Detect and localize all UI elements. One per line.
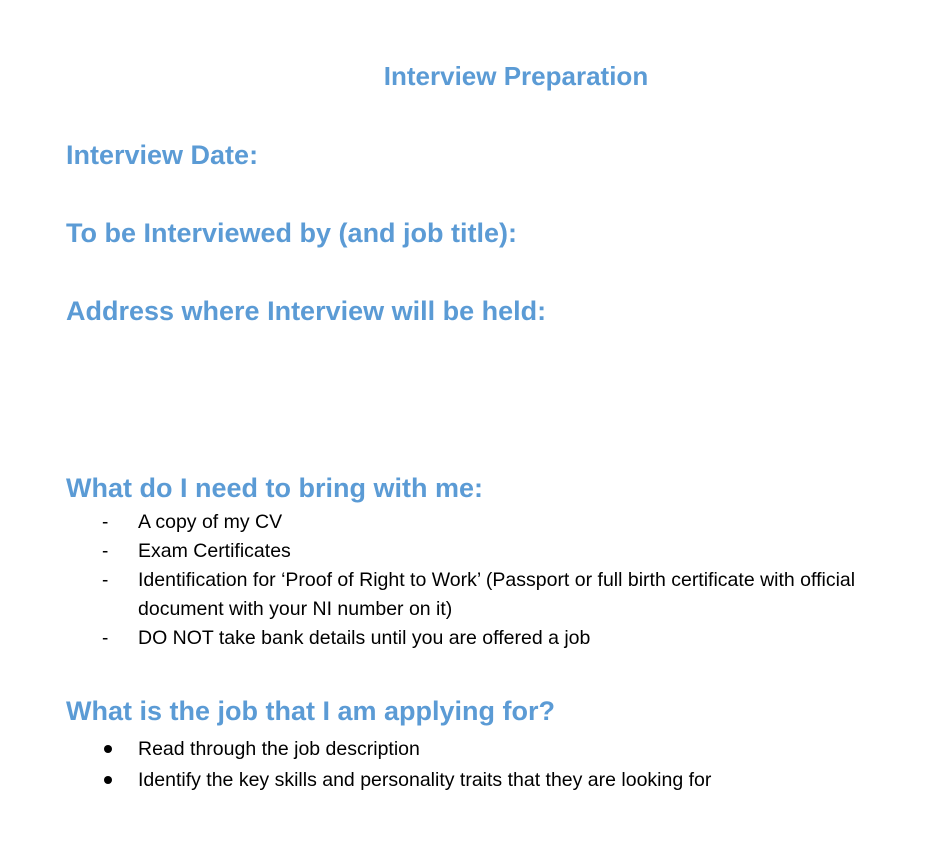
list-item-text: DO NOT take bank details until you are offered a job — [138, 627, 591, 649]
list-item — [0, 765, 950, 796]
list-item-text: Read through the job description — [138, 738, 420, 760]
bring-with-me-heading: What do I need to bring with me: — [66, 473, 483, 503]
list-item — [0, 566, 950, 624]
page-title: Interview Preparation — [383, 61, 649, 91]
list-item — [0, 624, 950, 653]
bullet-icon — [104, 776, 112, 784]
dash-marker: - — [102, 541, 109, 562]
list-item-text: Exam Certificates — [138, 540, 291, 562]
list-item — [0, 734, 950, 765]
job-applying-heading: What is the job that I am applying for? — [66, 696, 556, 726]
list-item-text: Identify the key skills and personality traits that they are looking for — [138, 769, 712, 791]
job-list — [0, 734, 950, 796]
address-heading: Address where Interview will be held: — [66, 296, 547, 326]
interview-date-heading: Interview Date: — [66, 140, 259, 170]
bullet-icon — [104, 745, 112, 753]
list-item-text: A copy of my CV — [138, 511, 283, 533]
list-item-text: Identification for ‘Proof of Right to Work’ (Passport or full birth certificate with official document with your NI number on it) — [138, 569, 856, 620]
list-item — [0, 508, 950, 537]
interviewer-heading: To be Interviewed by (and job title): — [66, 218, 518, 248]
list-item — [0, 537, 950, 566]
bring-list — [0, 508, 950, 653]
dash-marker: - — [102, 512, 109, 533]
dash-marker: - — [102, 628, 109, 649]
dash-marker: - — [102, 570, 109, 591]
